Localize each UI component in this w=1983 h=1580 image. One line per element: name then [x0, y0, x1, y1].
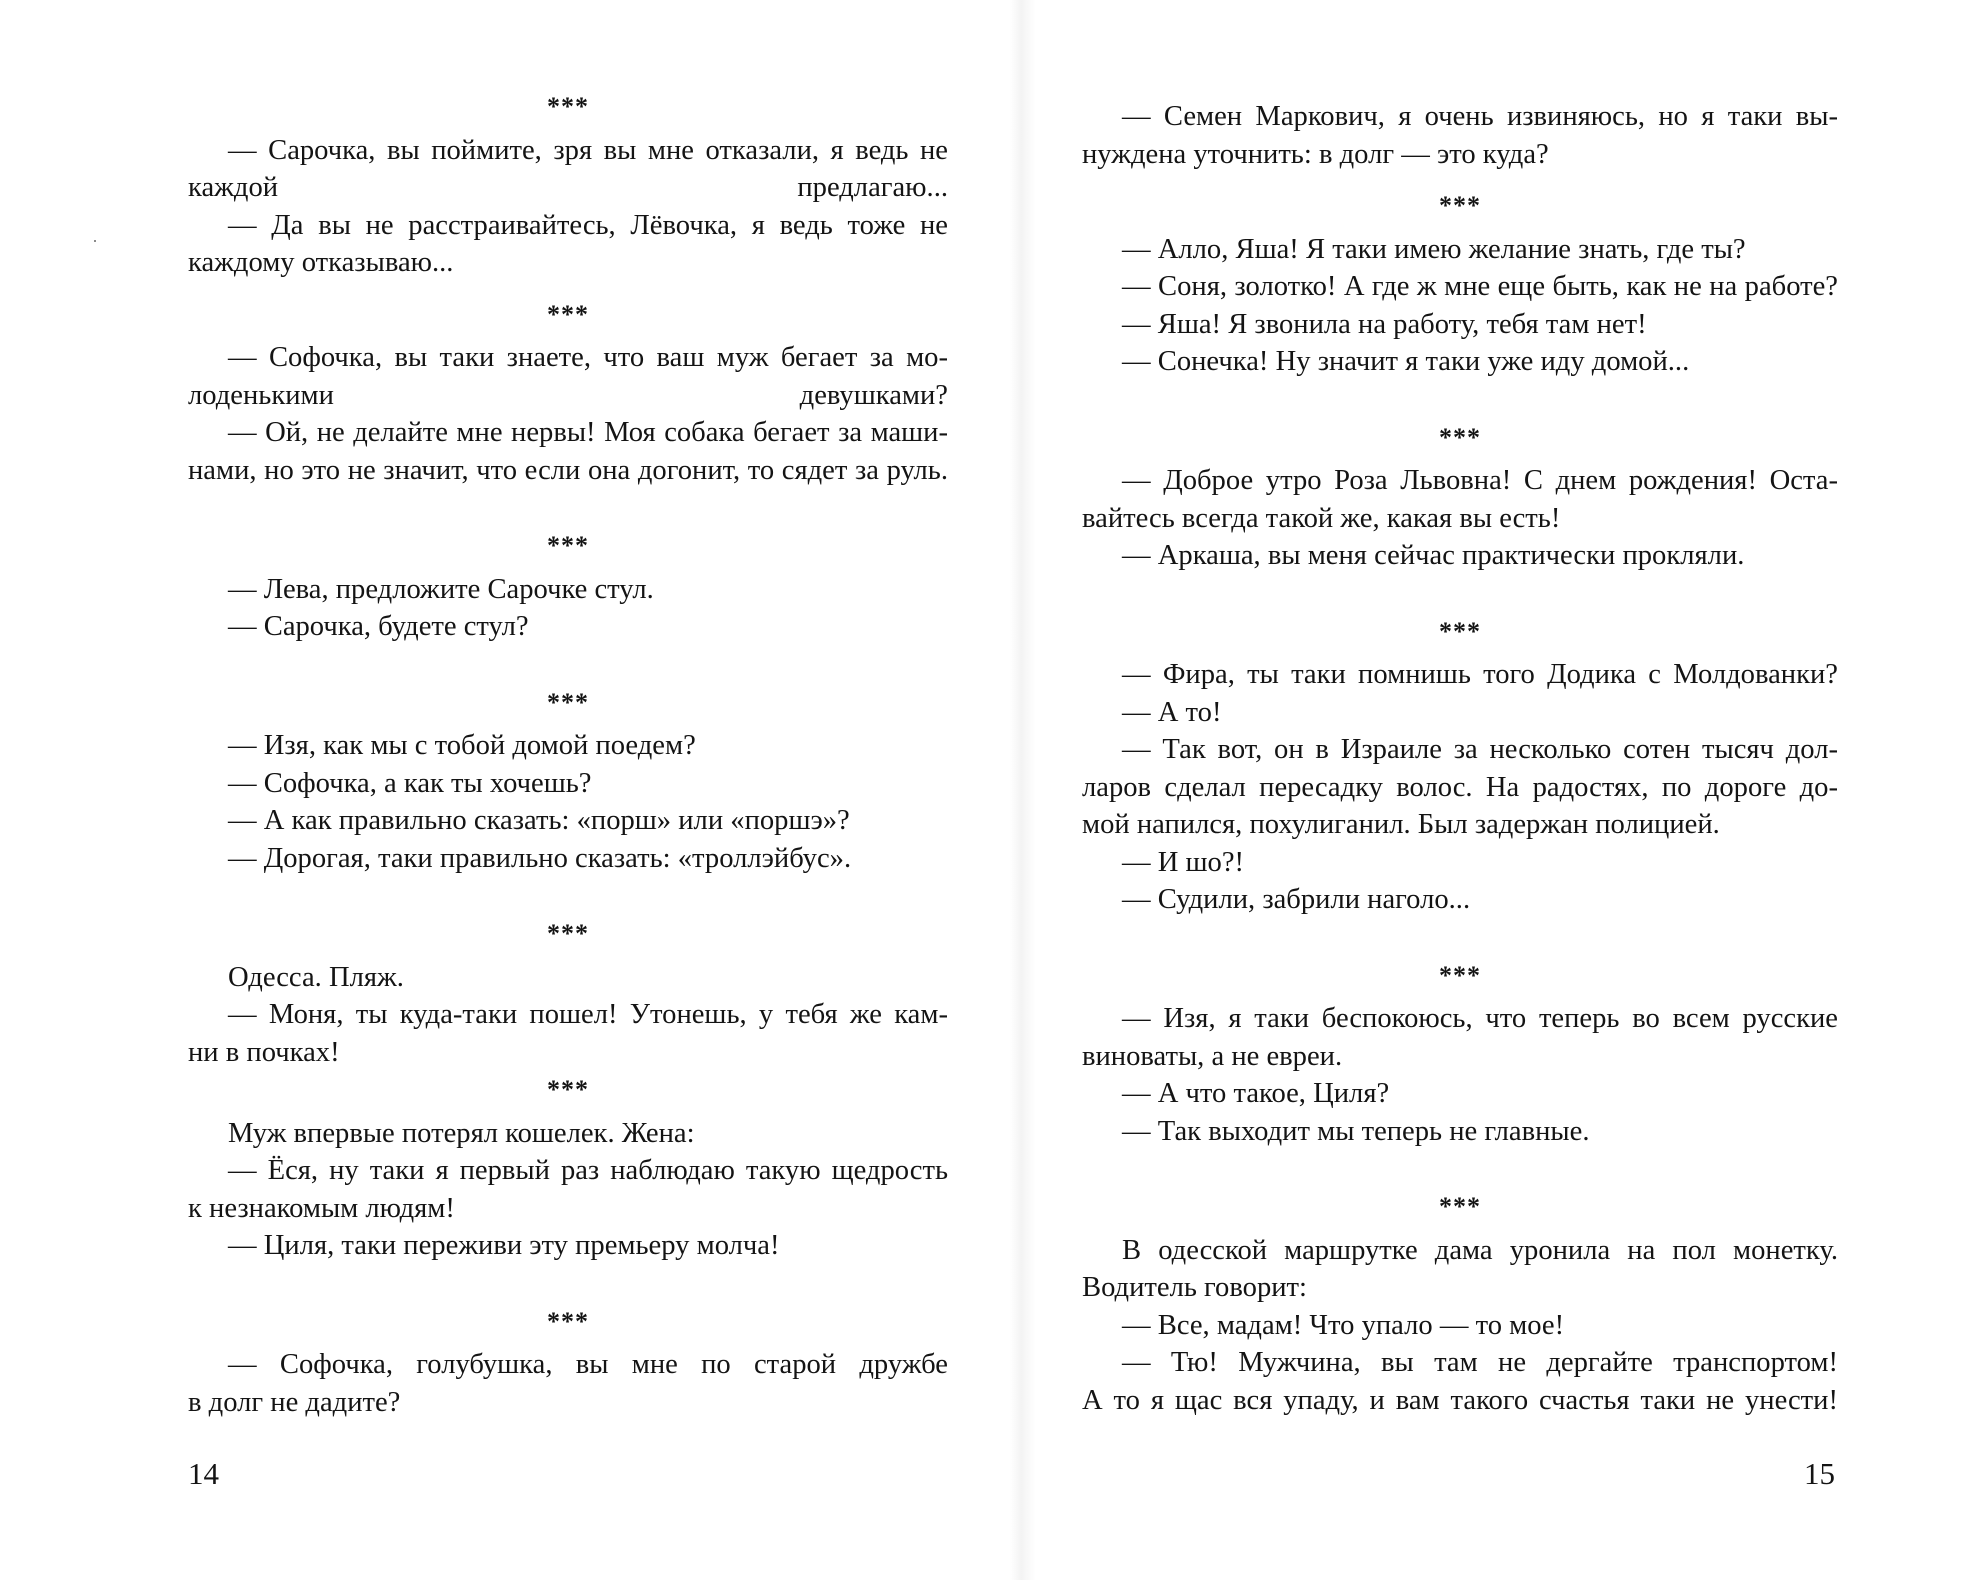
text-line: каждой предлагаю... [188, 172, 948, 203]
text-line: — Софочка, а как ты хочешь? [228, 767, 592, 799]
separator: *** [1439, 191, 1481, 220]
text-line: — Соня, золотко! А где ж мне еще быть, как не на работе? [1122, 271, 1838, 302]
text-line: виноваты, а не евреи. [1082, 1040, 1343, 1072]
joke-block [188, 132, 948, 282]
text-line: — Так выходит мы теперь не главные. [1122, 1115, 1590, 1147]
separator: *** [1439, 960, 1481, 990]
separator: *** [547, 1306, 589, 1336]
separator: *** [547, 299, 589, 329]
text-line: — Тю! Мужчина, вы там не дергайте транспортом! [1122, 1347, 1838, 1378]
text-line: — А как правильно сказать: «порш» или «поршэ»? [228, 805, 850, 836]
book-gutter [1010, 0, 1036, 1580]
text-line: — Судили, забрили наголо... [1122, 884, 1471, 915]
text-line: — Доброе утро Роза Львовна! С днем рождения! Оста- [1122, 465, 1838, 496]
text-line: — Сарочка, будете стул? [228, 611, 529, 642]
text-line: — Сонечка! Ну значит я таки уже иду домой... [1122, 346, 1690, 377]
joke-block [1082, 462, 1838, 575]
text-line: — Софочка, голубушка, вы мне по старой дружбе [228, 1349, 948, 1380]
joke-block [1082, 98, 1838, 173]
separator: *** [547, 92, 589, 121]
text-line: Муж впервые потерял кошелек. Жена: [228, 1117, 695, 1149]
text-line: — Все, мадам! Что упало — то мое! [1122, 1309, 1565, 1341]
separator: *** [547, 531, 589, 560]
text-line: лоденькими девушками? [188, 379, 948, 411]
text-line: вайтесь всегда такой же, какая вы есть! [1082, 502, 1561, 534]
text-line: нуждена уточнить: в долг — это куда? [1082, 138, 1549, 170]
text-line: нами, но это не значит, что если она догонит, то сядет за руль. [188, 454, 948, 486]
text-line: каждому отказываю... [188, 247, 454, 278]
text-line: — Семен Маркович, я очень извиняюсь, но я таки вы- [1122, 101, 1838, 132]
separator: *** [547, 687, 589, 717]
text-line: — Так вот, он в Израиле за несколько сотен тысяч дол- [1122, 734, 1838, 765]
joke-block [1082, 656, 1838, 919]
left-page [188, 88, 948, 1421]
joke-block [188, 1115, 948, 1265]
text-line: в долг не дадите? [188, 1386, 401, 1418]
text-line: — И шо?! [1122, 846, 1245, 878]
text-line: к незнакомым людям! [188, 1192, 455, 1224]
separator: *** [1439, 1192, 1481, 1221]
text-line: — Циля, таки переживи эту премьеру молча! [228, 1230, 780, 1261]
page-number: 14 [188, 1456, 219, 1491]
text-line: А то я щас вся упаду, и вам такого счастья таки не унести! [1082, 1384, 1838, 1416]
separator: *** [1439, 616, 1481, 646]
text-line: — Алло, Яша! Я таки имею желание знать, где ты? [1122, 233, 1746, 265]
text-line: — Яша! Я звонила на работу, тебя там нет! [1122, 308, 1647, 340]
text-line: Одесса. Пляж. [228, 961, 404, 993]
page-number: 15 [1804, 1456, 1835, 1491]
right-page [1082, 88, 1838, 1419]
text-line: ларов сделал пересадку волос. На радостях, по дороге до- [1082, 771, 1838, 803]
text-line: ни в почках! [188, 1036, 340, 1068]
text-line: — Моня, ты куда-таки пошел! Утонешь, у тебя же кам- [228, 999, 948, 1030]
joke-block [188, 339, 948, 489]
text-line: — А то! [1122, 696, 1222, 728]
text-line: мой напился, похулиганил. Был задержан полицией. [1082, 809, 1720, 840]
separator: *** [547, 919, 589, 948]
text-line: — Ой, не делайте мне нервы! Моя собака бегает за маши- [228, 417, 948, 448]
text-line: — Лева, предложите Сарочке стул. [228, 573, 654, 605]
scan-speck [94, 240, 96, 242]
joke-block [1082, 1232, 1838, 1420]
text-line: В одесской маршрутке дама уронила на пол монетку. [1122, 1234, 1838, 1266]
joke-block [188, 1346, 948, 1421]
text-line: — А что такое, Циля? [1122, 1078, 1390, 1109]
separator: *** [547, 1075, 589, 1104]
text-line: — Изя, как мы с тобой домой поедем? [228, 730, 696, 761]
joke-block [188, 727, 948, 877]
text-line: — Фира, ты таки помнишь того Додика с Молдованки? [1122, 659, 1838, 690]
text-line: — Софочка, вы таки знаете, что ваш муж бегает за мо- [228, 342, 948, 373]
text-line: — Аркаша, вы меня сейчас практически прокляли. [1122, 540, 1745, 571]
text-line: — Ёся, ну таки я первый раз наблюдаю такую щедрость [228, 1155, 948, 1186]
text-line: — Да вы не расстраивайтесь, Лёвочка, я ведь тоже не [228, 209, 948, 241]
text-line: — Изя, я таки беспокоюсь, что теперь во всем русские [1122, 1003, 1838, 1034]
joke-block [1082, 1000, 1838, 1150]
text-line: Водитель говорит: [1082, 1272, 1307, 1303]
text-line: — Дорогая, таки правильно сказать: «троллэйбус». [228, 842, 852, 874]
joke-block [188, 571, 948, 646]
joke-block [188, 959, 948, 1072]
text-line: — Сарочка, вы поймите, зря вы мне отказали, я ведь не [228, 134, 948, 166]
joke-block [1082, 231, 1838, 381]
separator: *** [1439, 422, 1481, 452]
